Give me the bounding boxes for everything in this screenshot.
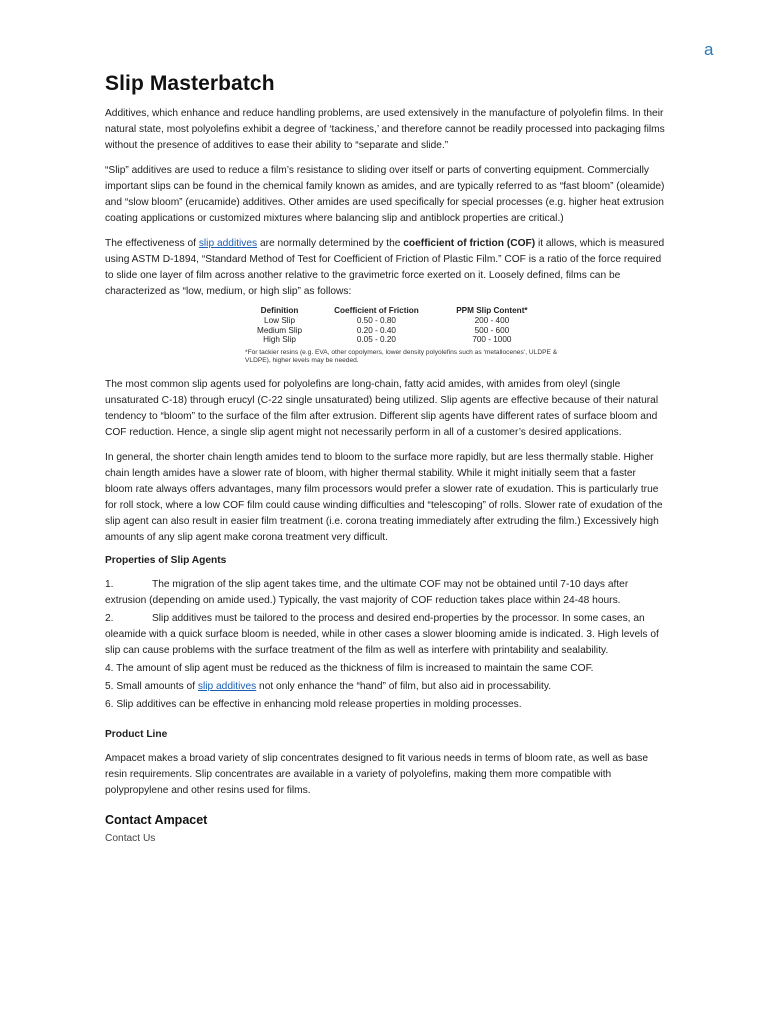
list-number: 1. [105,578,114,590]
effectiveness-paragraph [105,236,665,300]
properties-list [105,577,665,713]
cof-header-ppm: PPM Slip Content* [456,306,528,315]
list-item-text: The migration of the slip agent takes time, and the ultimate COF may not be obtained until 7-10 days after extrusion (depending on amide used.) Typically, the vast majority of COF reduction takes place within 24-48 hours. [105,578,629,606]
list-item-text: 4. The amount of slip agent must be reduced as the thickness of film is increased to maintain the same COF. [105,662,594,674]
table-cell: 0.50 - 0.80 [356,316,396,325]
page-title: Slip Masterbatch [105,72,275,95]
slip-agents-paragraph: The most common slip agents used for polyolefins are long-chain, fatty acid amides, with amides from oleyl (single unsaturated C-18) through erucyl (C-22 single unsaturated) being utilized. Slip agents are effective because of their natural tendency to “bloom” to the surface of the film after extrusion. Different slip agents have different rates of surface bloom and COF reduction. Hence, a single slip agent might not necessarily perform in all of a customer’s desired applications. [105,378,659,438]
table-cell: 0.20 - 0.40 [356,325,396,335]
cof-header-definition: Definition [260,306,299,315]
list-item [105,611,665,659]
slip-paragraph: “Slip” additives are used to reduce a film’s resistance to sliding over itself or parts of converting equipment. Commercially important slips can be found in the chemical family known as amides, and are typically referred to as “fast bloom” (oleamide) and “slow bloom” (erucamide) additives. Other amides are used specifically for special processes (e.g. higher heat extrusion coating applications or customized mixtures where balancing slip and antiblock properties are critical.) [105,165,665,224]
list-item [105,679,665,695]
effectiveness-text-3: it allows, which is measured using ASTM D-1894, “Standard Method of Test for Coefficient of Friction of Plastic Film.” COF is a ratio of the force required to slide one layer of film across another relative to the gravimetric force exerted on it. Loosely defined, films can be characterized as “low, medium, or high slip” as follows: [105,238,665,297]
cof-table-footnote: *For tackier resins (e.g. EVA, other copolymers, lower density polyolefins such as ‘metallocenes’, ULDPE & VLDPE), higher levels may be needed. [245,348,558,364]
effectiveness-text-2: are normally determined by the [257,238,404,249]
contact-us-link[interactable]: Contact Us [105,832,156,844]
table-cell: High Slip [263,335,296,345]
table-cell: 200 - 400 [474,316,510,325]
document-page [105,68,665,844]
list-item-text: Slip additives must be tailored to the process and desired end-properties by the processor. In some cases, an oleamide with a quick surface bloom is needed, while in other cases a slower blooming amide is indicated. 3. High levels of slip can cause problems with the surface treatment of the film as well as interfere with printability and sealability. [105,612,659,656]
chain-length-paragraph: In general, the shorter chain length amides tend to bloom to the surface more rapidly, but are less thermally stable. Higher chain length amides have a slower rate of bloom, with higher thermal stability. While it might initially seem that a faster bloom rate always offers advantages, many film processors would prefer a slower rate of exudation. This is particularly true for roll stock, where a low COF film could cause winding difficulties and “telescoping” of rolls. Slower rate of exudation of the slip agent can also result in easier film treatment (i.e. corona treating immediately after extruding the film.) Excessively high amounts of any slip agent make corona treatment very difficult. [105,451,663,543]
intro-paragraph: Additives, which enhance and reduce handling problems, are used extensively in the manufacture of polyolefin films. In their natural state, most polyolefins exhibit a degree of ‘tackiness,’ and therefore cannot be readily processed into packaging films without the presence of additives to ease their ability to “separate and slide.” [105,108,665,151]
slip-additives-link[interactable]: slip additives [198,238,258,249]
cof-header-coefficient: Coefficient of Friction [334,306,419,315]
cof-bold-term: coefficient of friction (COF) [403,238,536,249]
list-number: 2. [105,612,114,624]
slip-additives-link-2[interactable]: slip additives [197,680,257,692]
table-cell: 500 - 600 [474,325,510,335]
properties-heading: Properties of Slip Agents [105,554,227,566]
list-item [105,661,665,677]
table-row [245,335,545,345]
list-item [105,577,665,609]
cof-table-header-row [245,305,545,316]
effectiveness-text-1: The effectiveness of [105,238,199,249]
table-cell: Low Slip [264,316,295,325]
table-cell: 0.05 - 0.20 [356,335,396,345]
table-row [245,316,545,326]
list-item-text: 6. Slip additives can be effective in enhancing mold release properties in molding processes. [105,698,522,710]
corner-letter-mark: a [704,40,714,59]
list-item-text: not only enhance the “hand” of film, but also aid in processability. [256,680,552,692]
contact-heading: Contact Ampacet [105,812,208,827]
list-item [105,697,665,713]
list-item-text: 5. Small amounts of [105,680,198,692]
table-cell: 700 - 1000 [472,335,512,345]
cof-table [245,305,545,345]
product-line-paragraph: Ampacet makes a broad variety of slip concentrates designed to fit various needs in terms of bloom rate, as well as base resin requirements. Slip concentrates are available in a variety of polyolefins, making them more compatible with polypropylene and other resins used for films. [105,752,649,796]
table-cell: Medium Slip [257,325,303,335]
table-row [245,326,545,336]
product-line-heading: Product Line [105,728,168,740]
